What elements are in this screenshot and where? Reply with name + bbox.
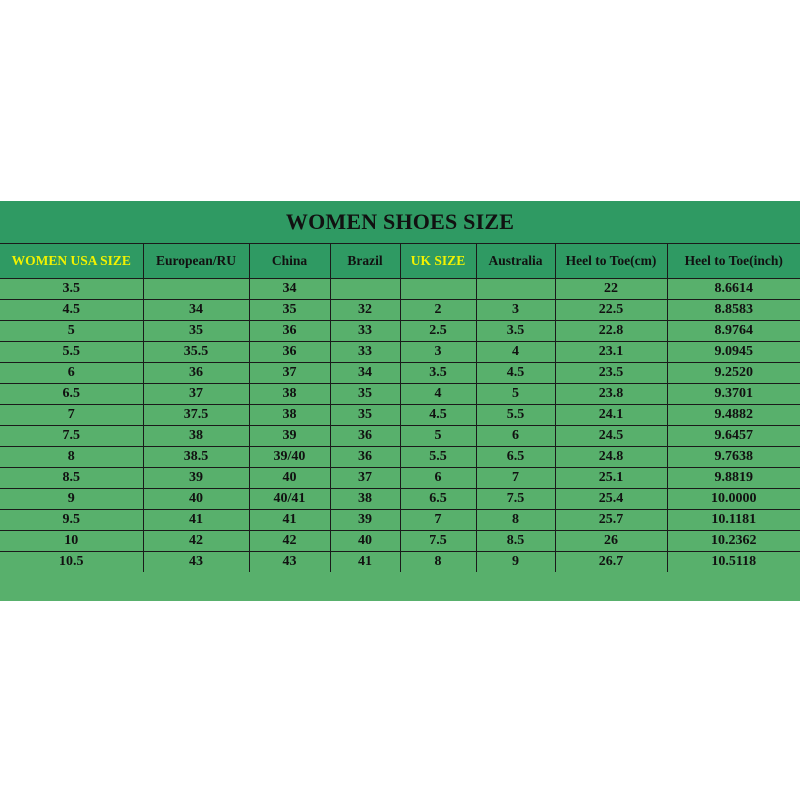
table-cell: 9.2520 [667,363,800,384]
table-cell: 6 [476,426,555,447]
table-cell: 39/40 [249,447,330,468]
table-cell: 34 [143,300,249,321]
table-cell: 6.5 [400,489,476,510]
table-cell: 41 [330,552,400,573]
table-cell: 3 [476,300,555,321]
table-cell [476,279,555,300]
table-cell: 24.5 [555,426,667,447]
table-cell: 8 [0,447,143,468]
table-cell: 33 [330,321,400,342]
table-cell: 41 [249,510,330,531]
table-row [0,279,800,300]
table-cell: 4 [476,342,555,363]
table-cell: 22.8 [555,321,667,342]
table-cell: 4.5 [476,363,555,384]
table-cell: 26 [555,531,667,552]
table-cell: 2 [400,300,476,321]
table-cell: 5.5 [0,342,143,363]
table-cell: 9.8819 [667,468,800,489]
table-cell: 36 [330,447,400,468]
column-header-heel-to-toe-cm: Heel to Toe(cm) [555,244,667,279]
table-cell: 39 [249,426,330,447]
column-header-uk-size: UK SIZE [400,244,476,279]
table-cell: 9.0945 [667,342,800,363]
table-row [0,321,800,342]
column-header-women-usa-size: WOMEN USA SIZE [0,244,143,279]
table-row [0,489,800,510]
table-cell: 8.6614 [667,279,800,300]
table-cell: 35 [143,321,249,342]
table-cell: 3.5 [0,279,143,300]
table-row [0,384,800,405]
table-body [0,279,800,573]
column-header-australia: Australia [476,244,555,279]
table-cell: 3.5 [476,321,555,342]
table-cell: 8.5 [476,531,555,552]
table-cell: 10.0000 [667,489,800,510]
table-cell: 9 [0,489,143,510]
table-cell: 37.5 [143,405,249,426]
table-row [0,405,800,426]
table-cell: 38 [249,384,330,405]
table-cell: 10.5118 [667,552,800,573]
table-cell: 39 [330,510,400,531]
table-cell: 5 [0,321,143,342]
table-cell: 40 [330,531,400,552]
table-cell: 36 [143,363,249,384]
table-cell: 10.2362 [667,531,800,552]
table-row [0,363,800,384]
size-table [0,243,800,572]
table-cell: 6 [400,468,476,489]
table-cell: 9.5 [0,510,143,531]
table-cell: 38 [330,489,400,510]
table-cell: 36 [330,426,400,447]
table-cell: 38 [143,426,249,447]
table-cell: 8 [400,552,476,573]
table-cell: 8.8583 [667,300,800,321]
table-cell: 5.5 [476,405,555,426]
table-cell: 35 [249,300,330,321]
table-cell [400,279,476,300]
table-cell: 7.5 [400,531,476,552]
table-cell: 40 [143,489,249,510]
table-cell: 9.4882 [667,405,800,426]
column-header-heel-to-toe-inch: Heel to Toe(inch) [667,244,800,279]
table-cell [330,279,400,300]
table-cell: 7.5 [476,489,555,510]
table-row [0,552,800,573]
table-cell: 23.8 [555,384,667,405]
table-cell: 22 [555,279,667,300]
table-cell: 6 [0,363,143,384]
table-cell: 6.5 [476,447,555,468]
table-row [0,510,800,531]
table-cell: 25.4 [555,489,667,510]
table-cell: 35 [330,405,400,426]
table-cell: 7 [0,405,143,426]
table-cell: 9.3701 [667,384,800,405]
table-cell: 26.7 [555,552,667,573]
table-cell: 36 [249,342,330,363]
table-cell: 35.5 [143,342,249,363]
size-chart [0,201,800,601]
table-row [0,468,800,489]
table-cell: 7 [476,468,555,489]
table-cell: 40 [249,468,330,489]
table-cell: 37 [330,468,400,489]
table-row [0,342,800,363]
table-cell: 25.1 [555,468,667,489]
column-header-brazil: Brazil [330,244,400,279]
table-cell: 4.5 [0,300,143,321]
table-row [0,300,800,321]
table-cell: 34 [249,279,330,300]
table-cell: 9.6457 [667,426,800,447]
table-cell: 36 [249,321,330,342]
table-cell: 2.5 [400,321,476,342]
table-cell: 9 [476,552,555,573]
table-cell: 37 [249,363,330,384]
chart-title: WOMEN SHOES SIZE [0,201,800,243]
table-cell: 38 [249,405,330,426]
table-row [0,531,800,552]
table-cell: 32 [330,300,400,321]
table-cell: 10.5 [0,552,143,573]
table-cell: 39 [143,468,249,489]
table-cell: 35 [330,384,400,405]
column-header-european-ru: European/RU [143,244,249,279]
table-cell: 25.7 [555,510,667,531]
table-cell: 7 [400,510,476,531]
table-cell: 8.5 [0,468,143,489]
table-cell: 33 [330,342,400,363]
column-header-china: China [249,244,330,279]
table-cell: 41 [143,510,249,531]
table-cell: 40/41 [249,489,330,510]
table-cell: 38.5 [143,447,249,468]
table-cell: 10 [0,531,143,552]
table-cell: 22.5 [555,300,667,321]
table-cell: 43 [249,552,330,573]
table-row [0,426,800,447]
table-cell: 10.1181 [667,510,800,531]
table-cell: 4 [400,384,476,405]
table-cell: 8.9764 [667,321,800,342]
table-cell: 34 [330,363,400,384]
table-cell: 23.5 [555,363,667,384]
table-cell: 3.5 [400,363,476,384]
table-cell: 23.1 [555,342,667,363]
header-row [0,244,800,279]
table-cell: 6.5 [0,384,143,405]
table-cell: 9.7638 [667,447,800,468]
table-cell: 5.5 [400,447,476,468]
table-cell [143,279,249,300]
table-cell: 37 [143,384,249,405]
table-cell: 42 [249,531,330,552]
table-row [0,447,800,468]
table-cell: 3 [400,342,476,363]
table-cell: 5 [400,426,476,447]
table-cell: 42 [143,531,249,552]
table-cell: 24.1 [555,405,667,426]
table-cell: 43 [143,552,249,573]
table-cell: 5 [476,384,555,405]
table-cell: 8 [476,510,555,531]
table-cell: 24.8 [555,447,667,468]
table-cell: 4.5 [400,405,476,426]
table-cell: 7.5 [0,426,143,447]
